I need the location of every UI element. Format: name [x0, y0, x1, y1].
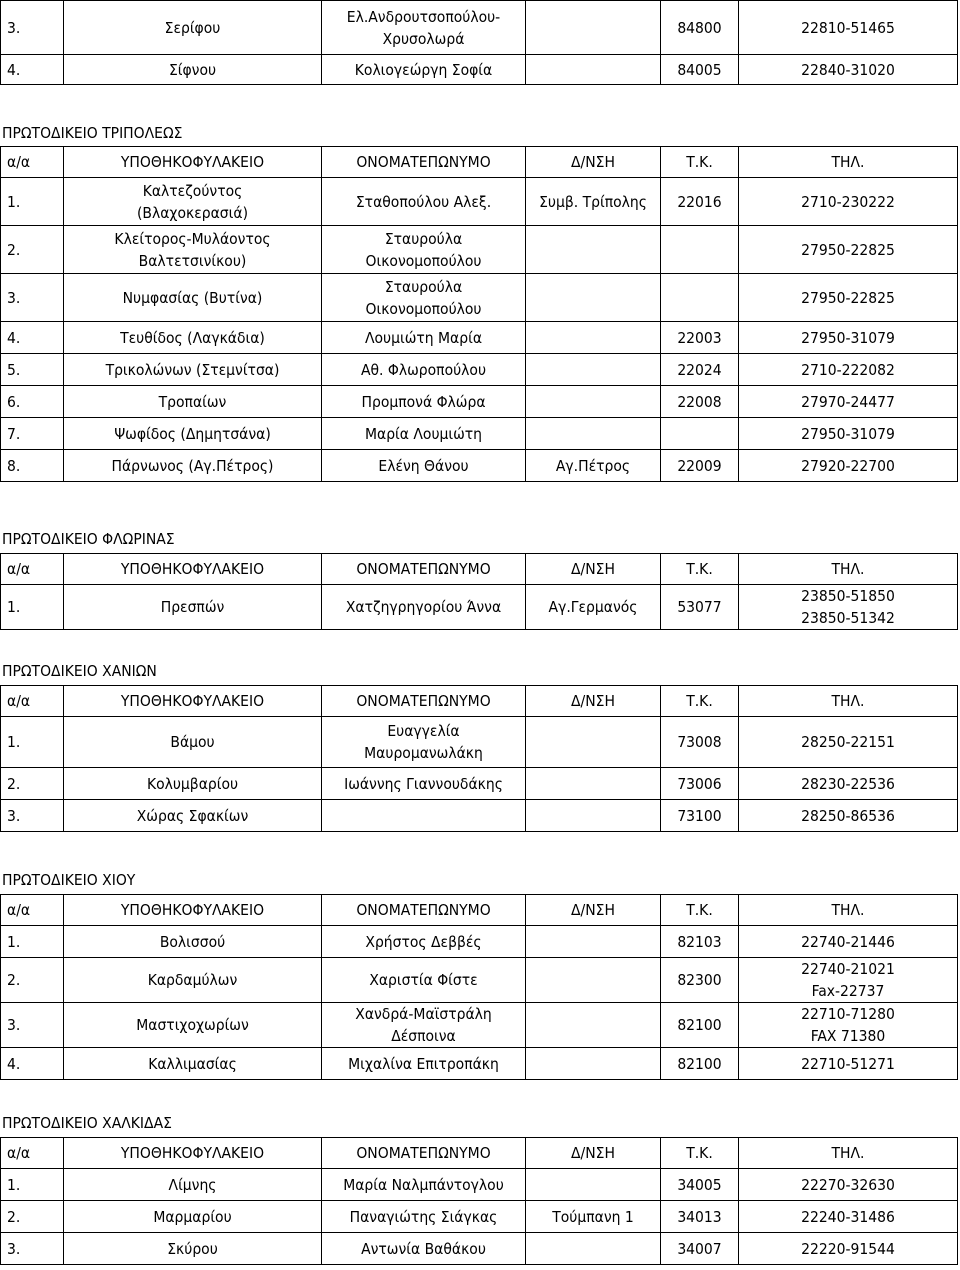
cell-addr: [526, 55, 661, 85]
table-row: [1, 322, 958, 354]
registry-table: [0, 146, 958, 482]
header-aa: α/α: [1, 147, 64, 178]
header-name: ΟΝΟΜΑΤΕΠΩΝΥΜΟ: [322, 147, 526, 178]
cell-addr: [526, 1048, 661, 1080]
cell-addr: Αγ.Πέτρος: [526, 450, 661, 482]
cell-tk: 22008: [661, 386, 739, 418]
cell-aa: 4.: [1, 1048, 64, 1080]
cell-addr: [526, 1233, 661, 1265]
cell-name: [322, 717, 526, 768]
cell-name: Ελένη Θάνου: [322, 450, 526, 482]
cell-aa: 1.: [1, 926, 64, 958]
cell-tel: 28230-22536: [739, 768, 958, 800]
cell-tk: 34007: [661, 1233, 739, 1265]
cell-office: Πάρνωνος (Αγ.Πέτρος): [64, 450, 322, 482]
cell-office: Πρεσπών: [64, 585, 322, 630]
cell-aa: 1.: [1, 178, 64, 226]
cell-name-line: Σταυρούλα: [384, 229, 463, 248]
registry-table: [0, 685, 958, 832]
cell-addr: [526, 1169, 661, 1201]
cell-office: Χώρας Σφακίων: [64, 800, 322, 832]
cell-tk: [661, 226, 739, 274]
cell-addr: [526, 322, 661, 354]
table-row: [1, 1233, 958, 1265]
table-row: [1, 1201, 958, 1233]
cell-addr: [526, 1, 661, 55]
cell-office: [64, 178, 322, 226]
cell-tel: 22270-32630: [739, 1169, 958, 1201]
cell-aa: 3.: [1, 274, 64, 322]
cell-name: Χατζηγρηγορίου Άννα: [322, 585, 526, 630]
cell-tk: 22009: [661, 450, 739, 482]
cell-office: Καρδαμύλων: [64, 958, 322, 1003]
cell-office: Ψωφίδος (Δημητσάνα): [64, 418, 322, 450]
cell-name: Αντωνία Βαθάκου: [322, 1233, 526, 1265]
header-name: ΟΝΟΜΑΤΕΠΩΝΥΜΟ: [322, 686, 526, 717]
cell-tk: [661, 418, 739, 450]
cell-tel: 2710-230222: [739, 178, 958, 226]
table-row: [1, 958, 958, 1003]
cell-tk: 73006: [661, 768, 739, 800]
cell-tel: 27950-31079: [739, 418, 958, 450]
cell-tel-line: 23850-51342: [801, 609, 895, 627]
table-row: [1, 1, 958, 55]
cell-tk: 22024: [661, 354, 739, 386]
cell-tel-line: 23850-51850: [801, 587, 895, 605]
cell-name: Κολιογεώργη Σοφία: [322, 55, 526, 85]
cell-office-line: (Βλαχοκερασιά): [136, 203, 249, 222]
cell-tk: 82100: [661, 1048, 739, 1080]
header-name: ΟΝΟΜΑΤΕΠΩΝΥΜΟ: [322, 1138, 526, 1169]
cell-name: Λουμιώτη Μαρία: [322, 322, 526, 354]
cell-office: Κολυμβαρίου: [64, 768, 322, 800]
section-title: ΠΡΩΤΟΔΙΚΕΙΟ ΧΑΛΚΙΔΑΣ: [2, 1114, 172, 1132]
header-addr: Δ/ΝΣΗ: [526, 554, 661, 585]
cell-aa: 2.: [1, 1201, 64, 1233]
cell-addr: [526, 274, 661, 322]
cell-addr: [526, 354, 661, 386]
cell-name: [322, 226, 526, 274]
cell-tk: 22016: [661, 178, 739, 226]
cell-office: Σίφνου: [64, 55, 322, 85]
header-office: ΥΠΟΘΗΚΟΦΥΛΑΚΕΙΟ: [64, 554, 322, 585]
cell-tel: 27920-22700: [739, 450, 958, 482]
section-title: ΠΡΩΤΟΔΙΚΕΙΟ ΤΡΙΠΟΛΕΩΣ: [2, 124, 183, 142]
cell-name: Σταθοπούλου Αλεξ.: [322, 178, 526, 226]
cell-name: Χρήστος Δεββές: [322, 926, 526, 958]
table-row: [1, 768, 958, 800]
cell-tk: 73008: [661, 717, 739, 768]
section-title: ΠΡΩΤΟΔΙΚΕΙΟ ΦΛΩΡΙΝΑΣ: [2, 530, 175, 548]
table-row: [1, 178, 958, 226]
cell-tel: 27970-24477: [739, 386, 958, 418]
cell-aa: 3.: [1, 1003, 64, 1048]
cell-tk: 82103: [661, 926, 739, 958]
cell-aa: 6.: [1, 386, 64, 418]
header-addr: Δ/ΝΣΗ: [526, 686, 661, 717]
cell-addr: [526, 418, 661, 450]
cell-aa: 3.: [1, 1, 64, 55]
cell-office-line: Κλείτορος-Μυλάοντος: [114, 229, 271, 248]
cell-name: Μαρία Ναλμπάντογλου: [322, 1169, 526, 1201]
header-aa: α/α: [1, 895, 64, 926]
cell-tk: 34005: [661, 1169, 739, 1201]
section-title: ΠΡΩΤΟΔΙΚΕΙΟ ΧΙΟΥ: [2, 871, 136, 889]
cell-name-line: Οικονομοπούλου: [365, 299, 482, 318]
cell-tel: 2710-222082: [739, 354, 958, 386]
cell-tk: 84005: [661, 55, 739, 85]
cell-addr: Αγ.Γερμανός: [526, 585, 661, 630]
cell-addr: [526, 800, 661, 832]
header-office: ΥΠΟΘΗΚΟΦΥΛΑΚΕΙΟ: [64, 895, 322, 926]
table-row: [1, 926, 958, 958]
cell-tel: 22840-31020: [739, 55, 958, 85]
table-row: [1, 1048, 958, 1080]
cell-name: Χαριστία Φίστε: [322, 958, 526, 1003]
cell-tel: 22810-51465: [739, 1, 958, 55]
header-tel: ΤΗΛ.: [739, 1138, 958, 1169]
section-title: ΠΡΩΤΟΔΙΚΕΙΟ ΧΑΝΙΩΝ: [2, 662, 157, 680]
table-row: [1, 418, 958, 450]
cell-tel-line: 22740-21021: [801, 960, 895, 978]
table-row: [1, 226, 958, 274]
header-addr: Δ/ΝΣΗ: [526, 147, 661, 178]
header-addr: Δ/ΝΣΗ: [526, 895, 661, 926]
header-aa: α/α: [1, 1138, 64, 1169]
cell-tk: 22003: [661, 322, 739, 354]
cell-office: Λίμνης: [64, 1169, 322, 1201]
header-tk: Τ.Κ.: [661, 554, 739, 585]
table-row: [1, 386, 958, 418]
cell-tel: 28250-22151: [739, 717, 958, 768]
table-row: [1, 800, 958, 832]
cell-name: Αθ. Φλωροπούλου: [322, 354, 526, 386]
cell-tel: 22220-91544: [739, 1233, 958, 1265]
table-row: [1, 450, 958, 482]
cell-name: [322, 800, 526, 832]
cell-addr: [526, 958, 661, 1003]
cell-aa: 3.: [1, 800, 64, 832]
cell-aa: 2.: [1, 768, 64, 800]
header-tk: Τ.Κ.: [661, 1138, 739, 1169]
cell-office: Σκύρου: [64, 1233, 322, 1265]
header-name: ΟΝΟΜΑΤΕΠΩΝΥΜΟ: [322, 554, 526, 585]
table-header-row: [1, 554, 958, 585]
cell-office: Νυμφασίας (Βυτίνα): [64, 274, 322, 322]
cell-addr: [526, 768, 661, 800]
cell-name-line: Χανδρά-Μαϊστράλη: [355, 1005, 492, 1023]
header-tk: Τ.Κ.: [661, 686, 739, 717]
table-row: [1, 354, 958, 386]
table-header-row: [1, 1138, 958, 1169]
cell-office-line: Βαλτετσινίκου): [138, 251, 247, 270]
header-tel: ΤΗΛ.: [739, 686, 958, 717]
cell-tk: [661, 274, 739, 322]
cell-name: Παναγιώτης Σιάγκας: [322, 1201, 526, 1233]
cell-aa: 7.: [1, 418, 64, 450]
cell-office: Βολισσού: [64, 926, 322, 958]
cell-aa: 1.: [1, 1169, 64, 1201]
cell-tk: 82300: [661, 958, 739, 1003]
table-row: [1, 717, 958, 768]
header-office: ΥΠΟΘΗΚΟΦΥΛΑΚΕΙΟ: [64, 1138, 322, 1169]
header-tk: Τ.Κ.: [661, 147, 739, 178]
cell-aa: 5.: [1, 354, 64, 386]
cell-addr: [526, 226, 661, 274]
header-aa: α/α: [1, 686, 64, 717]
header-aa: α/α: [1, 554, 64, 585]
cell-tel: 22240-31486: [739, 1201, 958, 1233]
cell-tel: 22710-51271: [739, 1048, 958, 1080]
cell-name: [322, 1003, 526, 1048]
header-office: ΥΠΟΘΗΚΟΦΥΛΑΚΕΙΟ: [64, 147, 322, 178]
table-row: [1, 585, 958, 630]
cell-tel: 27950-22825: [739, 226, 958, 274]
cell-tel: [739, 1003, 958, 1048]
cell-office: Τευθίδος (Λαγκάδια): [64, 322, 322, 354]
cell-tel: 27950-22825: [739, 274, 958, 322]
cell-aa: 3.: [1, 1233, 64, 1265]
cell-name-line: Σταυρούλα: [384, 277, 463, 296]
cell-tk: 84800: [661, 1, 739, 55]
cell-name: Μιχαλίνα Επιτροπάκη: [322, 1048, 526, 1080]
registry-table: [0, 1137, 958, 1265]
cell-tk: 34013: [661, 1201, 739, 1233]
cell-aa: 1.: [1, 585, 64, 630]
header-addr: Δ/ΝΣΗ: [526, 1138, 661, 1169]
cell-office-line: Καλτεζούντος: [142, 181, 243, 200]
cell-name: Μαρία Λουμιώτη: [322, 418, 526, 450]
cell-name-line: Χρυσολωρά: [382, 29, 465, 48]
cell-addr: [526, 386, 661, 418]
table-header-row: [1, 147, 958, 178]
cell-tel: [739, 585, 958, 630]
cell-aa: 1.: [1, 717, 64, 768]
cell-tel: [739, 958, 958, 1003]
cell-name-line: Ευαγγελία: [387, 722, 460, 740]
cell-name-line: Οικονομοπούλου: [365, 251, 482, 270]
cell-tel-line: FAX 71380: [810, 1027, 886, 1045]
cell-tk: 73100: [661, 800, 739, 832]
cell-tk: 53077: [661, 585, 739, 630]
cell-tel-line: 22710-71280: [801, 1005, 895, 1023]
cell-name-line: Δέσποινα: [391, 1027, 456, 1045]
table-header-row: [1, 895, 958, 926]
cell-name: Ιωάννης Γιαννουδάκης: [322, 768, 526, 800]
header-tel: ΤΗΛ.: [739, 895, 958, 926]
cell-aa: 8.: [1, 450, 64, 482]
cell-office: Τροπαίων: [64, 386, 322, 418]
registry-table: [0, 894, 958, 1080]
cell-addr: [526, 717, 661, 768]
cell-tel: 22740-21446: [739, 926, 958, 958]
cell-office: Μαρμαρίου: [64, 1201, 322, 1233]
table-header-row: [1, 686, 958, 717]
cell-name-line: Ελ.Ανδρουτσοπούλου-: [346, 7, 501, 26]
cell-aa: 2.: [1, 226, 64, 274]
cell-aa: 4.: [1, 322, 64, 354]
cell-name: [322, 274, 526, 322]
table-row: [1, 1003, 958, 1048]
cell-addr: [526, 1003, 661, 1048]
header-name: ΟΝΟΜΑΤΕΠΩΝΥΜΟ: [322, 895, 526, 926]
header-tel: ΤΗΛ.: [739, 147, 958, 178]
cell-addr: Συμβ. Τρίπολης: [526, 178, 661, 226]
registry-table: [0, 0, 958, 85]
table-row: [1, 274, 958, 322]
cell-aa: 4.: [1, 55, 64, 85]
table-row: [1, 55, 958, 85]
cell-tel-line: Fax-22737: [811, 982, 885, 1000]
header-tel: ΤΗΛ.: [739, 554, 958, 585]
header-office: ΥΠΟΘΗΚΟΦΥΛΑΚΕΙΟ: [64, 686, 322, 717]
cell-name: Προμπονά Φλώρα: [322, 386, 526, 418]
header-tk: Τ.Κ.: [661, 895, 739, 926]
table-row: [1, 1169, 958, 1201]
cell-office: [64, 226, 322, 274]
cell-office: Τρικολώνων (Στεμνίτσα): [64, 354, 322, 386]
cell-office: Σερίφου: [64, 1, 322, 55]
cell-addr: Τούμπανη 1: [526, 1201, 661, 1233]
cell-tk: 82100: [661, 1003, 739, 1048]
cell-addr: [526, 926, 661, 958]
cell-name: [322, 1, 526, 55]
cell-office: Μαστιχοχωρίων: [64, 1003, 322, 1048]
cell-name-line: Μαυρομανωλάκη: [364, 744, 483, 762]
cell-aa: 2.: [1, 958, 64, 1003]
cell-tel: 27950-31079: [739, 322, 958, 354]
cell-office: Καλλιμασίας: [64, 1048, 322, 1080]
cell-office: Βάμου: [64, 717, 322, 768]
registry-table: [0, 553, 958, 630]
cell-tel: 28250-86536: [739, 800, 958, 832]
